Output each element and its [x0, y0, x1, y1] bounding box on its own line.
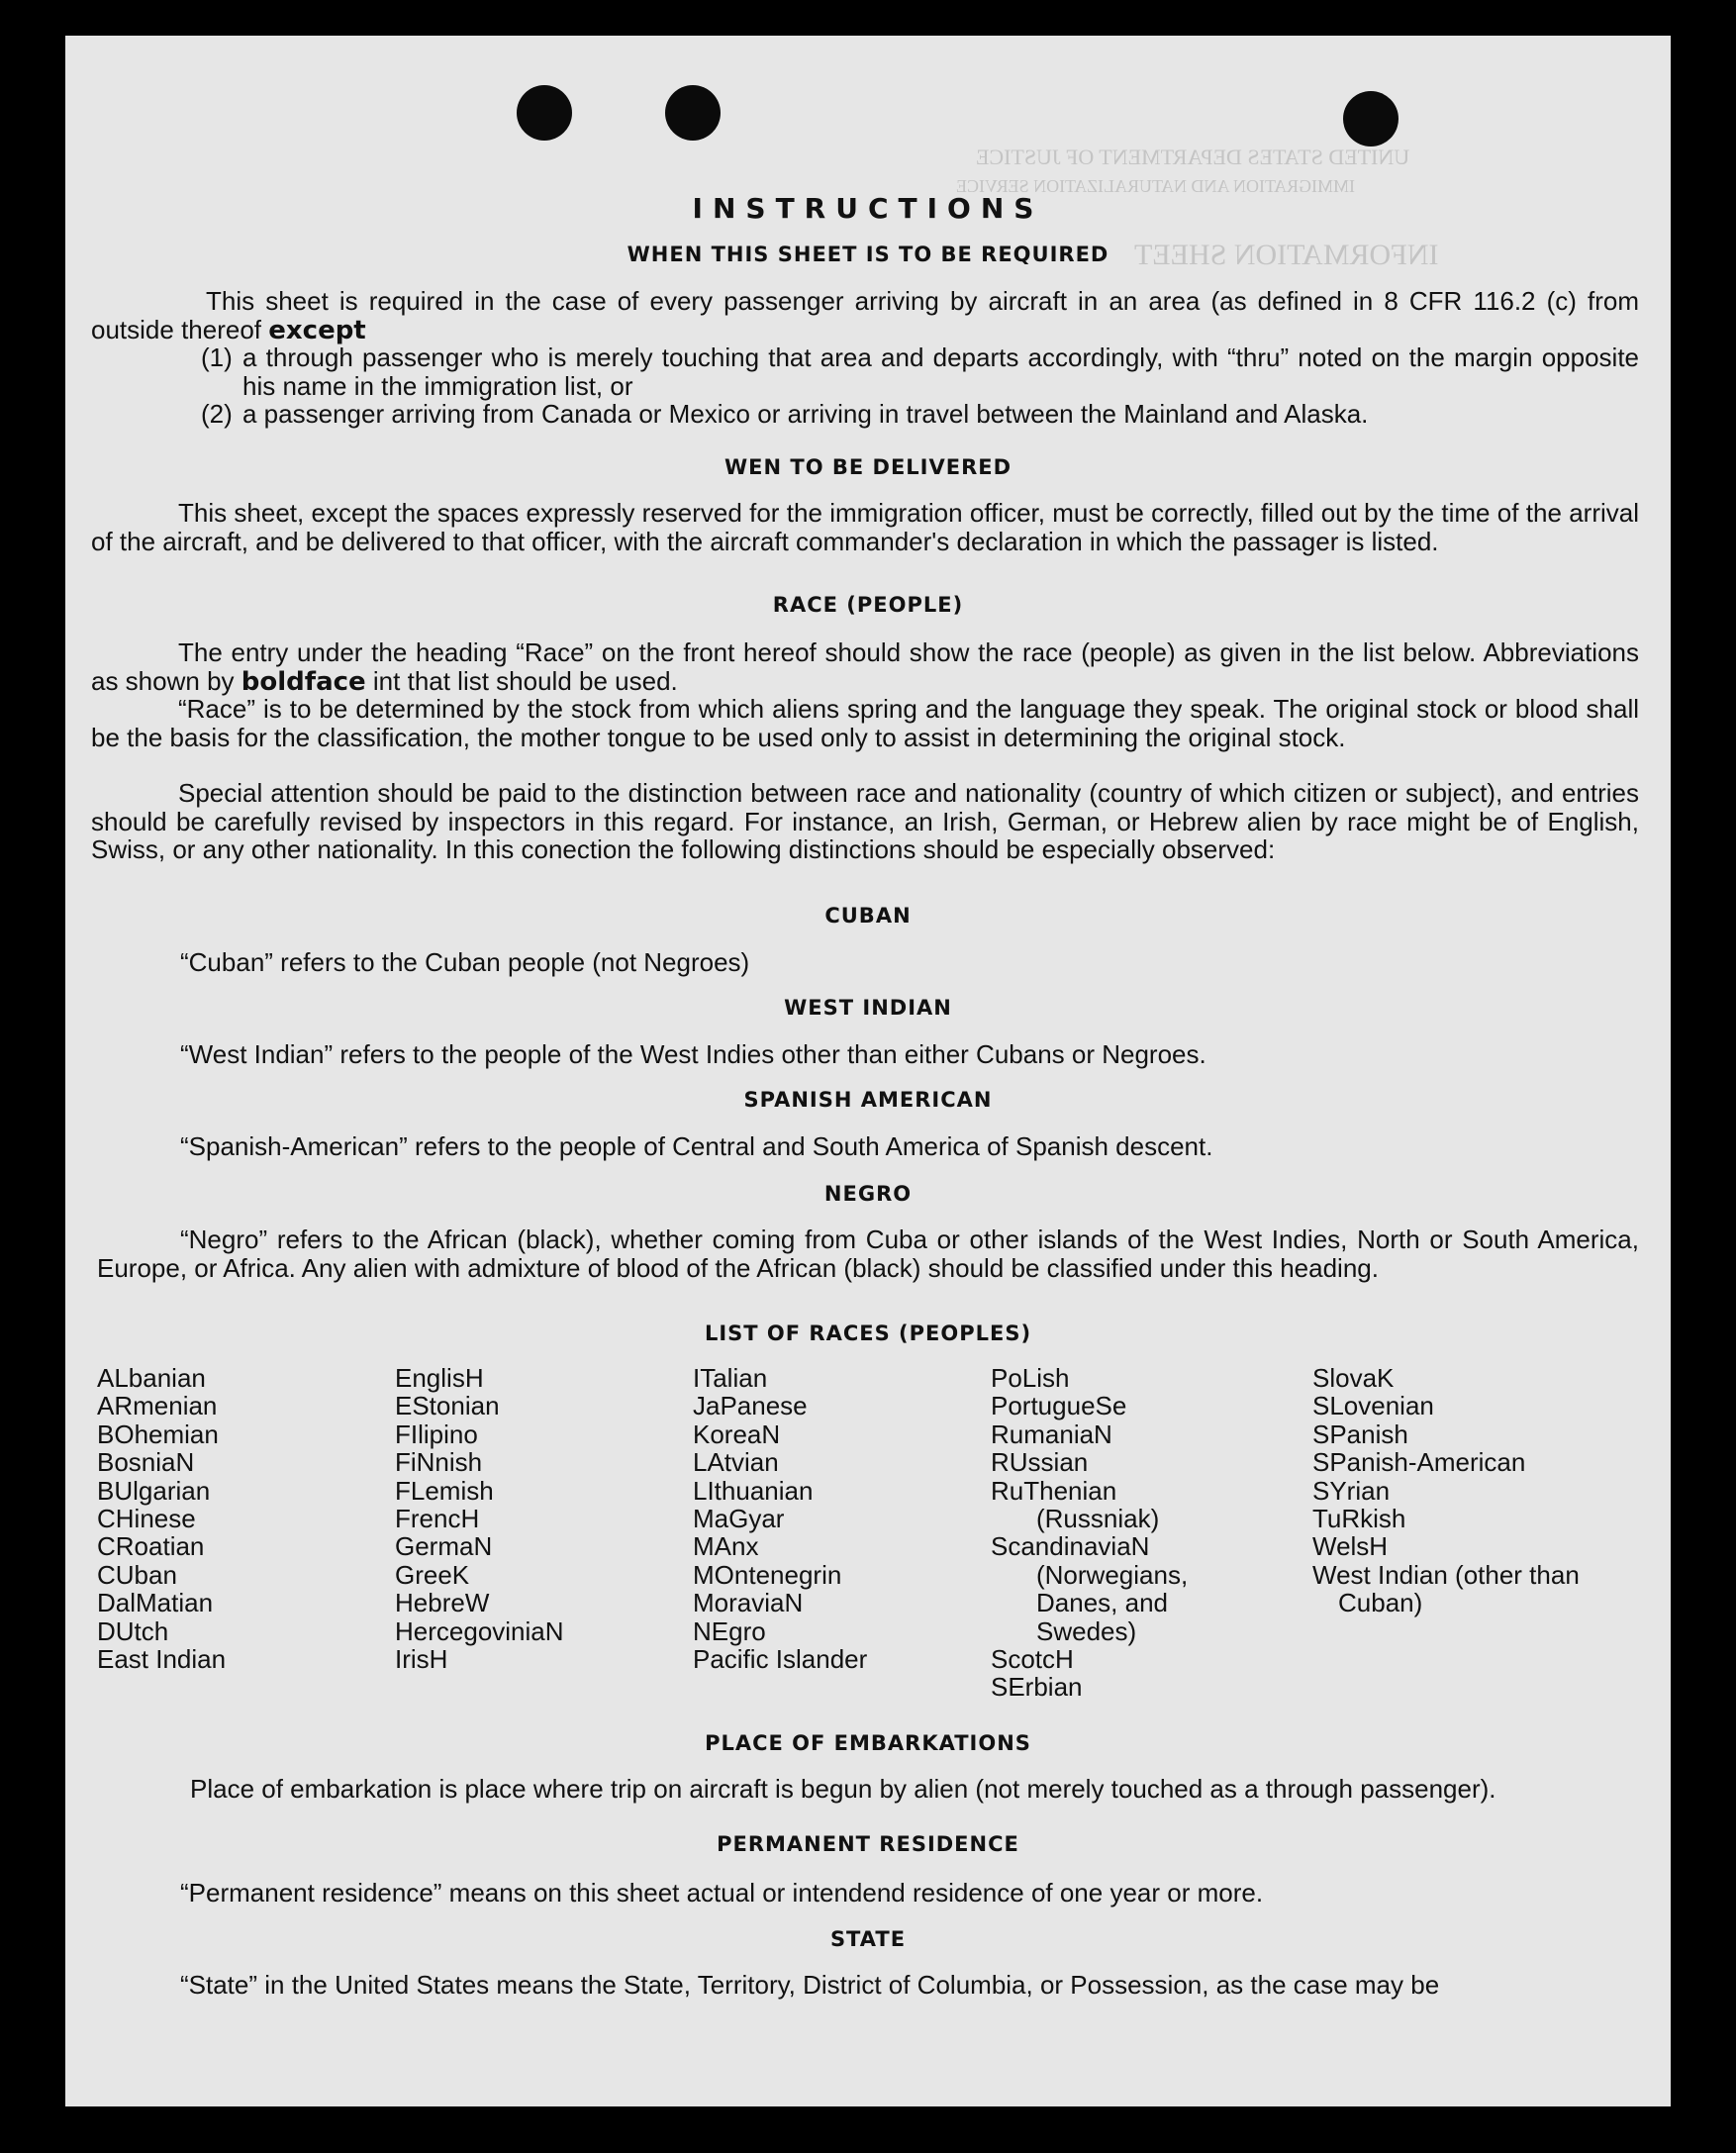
- list-item: CHinese: [97, 1504, 196, 1534]
- list-item: FIlipino: [395, 1419, 478, 1449]
- race-list-column-4: [991, 1364, 1258, 1702]
- list-item: HercegoviniaN: [395, 1615, 564, 1646]
- bleed-through-text: INFORMATION SHEET: [1134, 239, 1439, 271]
- item-number: (1): [201, 343, 233, 372]
- race-list-column-5: [1312, 1364, 1599, 1617]
- section-heading-west-indian: WEST INDIAN: [784, 996, 952, 1020]
- section-heading-negro: NEGRO: [823, 1182, 913, 1206]
- bleed-through-text: UNITED STATES DEPARTMENT OF JUSTICE: [976, 145, 1410, 169]
- race-paragraph-2: “Race” is to be determined by the stock from which aliens spring and the language they speak. The original stock or blood shall be the basis for the classification, the mother tongue to be used only to assist in determining the original stock.: [91, 694, 1639, 752]
- document-page: [65, 36, 1671, 2106]
- list-item: FrencH: [395, 1504, 480, 1534]
- intro-bold-except: except: [268, 315, 366, 345]
- list-item: HebreW: [395, 1588, 490, 1618]
- list-item: RUssian: [991, 1447, 1089, 1478]
- list-item: East Indian: [97, 1644, 227, 1675]
- section-heading-when-required: WHEN THIS SHEET IS TO BE REQUIRED: [627, 243, 1109, 266]
- list-item: KoreaN: [693, 1419, 781, 1449]
- permanent-residence-text: “Permanent residence” means on this sheet actual or intendend residence of one year or more.: [180, 1878, 1264, 1908]
- list-item: MAnx: [693, 1531, 759, 1562]
- list-item: GermaN: [395, 1531, 493, 1562]
- list-item: ITalian: [693, 1363, 768, 1393]
- race-list-column-2: [395, 1364, 682, 1673]
- race-p1-text: The entry under the heading “Race” on the front hereof should show the race (people) as given in the list below. Abbreviations as shown by: [91, 637, 1639, 696]
- delivered-text: This sheet, except the spaces expressly reserved for the immigration officer, must be correctly, filled out by the time of the arrival of the aircraft, and be delivered to that officer, with the aircraft commander's declaration in which the passager is listed.: [91, 498, 1639, 556]
- intro-text: This sheet is required in the case of every passenger arriving by aircraft in an area (as defined in 8 CFR 116.2 (c) from outside thereof: [91, 286, 1639, 344]
- list-item: JaPanese: [693, 1391, 808, 1421]
- section-heading-state: STATE: [829, 1927, 907, 1951]
- list-item: PoLish: [991, 1363, 1070, 1393]
- west-indian-text: “West Indian” refers to the people of the West Indies other than either Cubans or Negroes.: [180, 1039, 1206, 1069]
- section-heading-permanent-residence: PERMANENT RESIDENCE: [717, 1832, 1019, 1856]
- list-item: TuRkish: [1312, 1504, 1406, 1534]
- list-item: FLemish: [395, 1475, 494, 1506]
- list-item: IrisH: [395, 1644, 448, 1675]
- section-heading-embarkation: PLACE OF EMBARKATIONS: [705, 1731, 1031, 1755]
- list-item: MaGyar: [693, 1504, 785, 1534]
- section-heading-cuban: CUBAN: [824, 904, 912, 928]
- list-item: DUtch: [97, 1615, 169, 1646]
- list-item: WelsH: [1312, 1531, 1389, 1562]
- race-list-column-1: [97, 1364, 384, 1673]
- list-item: GreeK: [395, 1559, 470, 1590]
- race-p1-text-end: int that list should be used.: [372, 665, 678, 696]
- list-item: LAtvian: [693, 1447, 779, 1478]
- embarkation-text: Place of embarkation is place where trip on aircraft is begun by alien (not merely touched as a through passenger).: [190, 1774, 1496, 1804]
- list-item: RuThenian (Russniak): [991, 1475, 1160, 1534]
- list-item: ARmenian: [97, 1391, 218, 1421]
- list-item: MoraviaN: [693, 1588, 804, 1618]
- spanish-american-text: “Spanish-American” refers to the people of Central and South America of Spanish descent.: [180, 1131, 1213, 1161]
- list-item: PortugueSe: [991, 1391, 1127, 1421]
- list-item: CRoatian: [97, 1531, 205, 1562]
- list-item: West Indian (other than Cuban): [1312, 1559, 1580, 1618]
- list-item: ALbanian: [97, 1363, 206, 1393]
- cuban-text: “Cuban” refers to the Cuban people (not Negroes): [180, 947, 750, 977]
- list-item: SLovenian: [1312, 1391, 1434, 1421]
- list-item: MOntenegrin: [693, 1559, 842, 1590]
- page-title: INSTRUCTIONS: [692, 192, 1044, 225]
- list-item: EStonian: [395, 1391, 500, 1421]
- section-heading-spanish-american: SPANISH AMERICAN: [743, 1088, 993, 1112]
- bleed-through-text: IMMIGRATION AND NATURALIZATION SERVICE: [956, 176, 1356, 196]
- list-item: RumaniaN: [991, 1419, 1112, 1449]
- section-heading-list-of-races: LIST OF RACES (PEOPLES): [704, 1321, 1032, 1345]
- negro-text: “Negro” refers to the African (black), whether coming from Cuba or other islands of the West Indies, North or South America, Europe, or Africa. Any alien with admixture of blood of the African (black) should be classified under this heading.: [97, 1224, 1639, 1283]
- list-item: SErbian: [991, 1672, 1083, 1703]
- list-item: ScotcH: [991, 1644, 1074, 1675]
- list-item: BOhemian: [97, 1419, 219, 1449]
- list-item: LIthuanian: [693, 1475, 814, 1506]
- list-item: EnglisH: [395, 1363, 484, 1393]
- list-item: BosniaN: [97, 1447, 195, 1478]
- list-item: NEgro: [693, 1615, 766, 1646]
- list-item: SYrian: [1312, 1475, 1391, 1506]
- race-paragraph-1: [91, 638, 1639, 696]
- list-item: FiNnish: [395, 1447, 483, 1478]
- list-item: SPanish-American: [1312, 1447, 1526, 1478]
- list-item: CUban: [97, 1559, 177, 1590]
- race-p1-bold: boldface: [241, 666, 366, 697]
- list-item: SPanish: [1312, 1419, 1408, 1449]
- race-list-column-3: [693, 1364, 980, 1673]
- state-text: “State” in the United States means the State, Territory, District of Columbia, or Possession, as the case may be: [180, 1970, 1440, 2000]
- race-paragraph-3: Special attention should be paid to the distinction between race and nationality (country of which citizen or subject), and entries should be carefully revised by inspectors in this regard. For instance, an Irish, German, or Hebrew alien by race might be of English, Swiss, or any other nationality. In this conection the following distinctions should be especially observed:: [91, 778, 1639, 864]
- list-item: BUlgarian: [97, 1475, 211, 1506]
- list-item: SlovaK: [1312, 1363, 1395, 1393]
- list-item: DalMatian: [97, 1588, 214, 1618]
- list-item: Pacific Islander: [693, 1644, 868, 1675]
- section-heading-delivered: WEN TO BE DELIVERED: [723, 455, 1013, 479]
- list-item: ScandinaviaN (Norwegians, Danes, and Swedes): [991, 1531, 1189, 1646]
- instructions-content: [65, 36, 1671, 2106]
- item-text: a passenger arriving from Canada or Mexico or arriving in travel between the Mainland and Alaska.: [242, 399, 1369, 429]
- item-text: a through passenger who is merely touching that area and departs accordingly, with “thru” noted on the margin opposite his name in the immigration list, or: [242, 343, 1639, 401]
- item-number: (2): [201, 399, 233, 429]
- section-heading-race: RACE (PEOPLE): [772, 593, 964, 617]
- when-required-intro: [91, 287, 1639, 344]
